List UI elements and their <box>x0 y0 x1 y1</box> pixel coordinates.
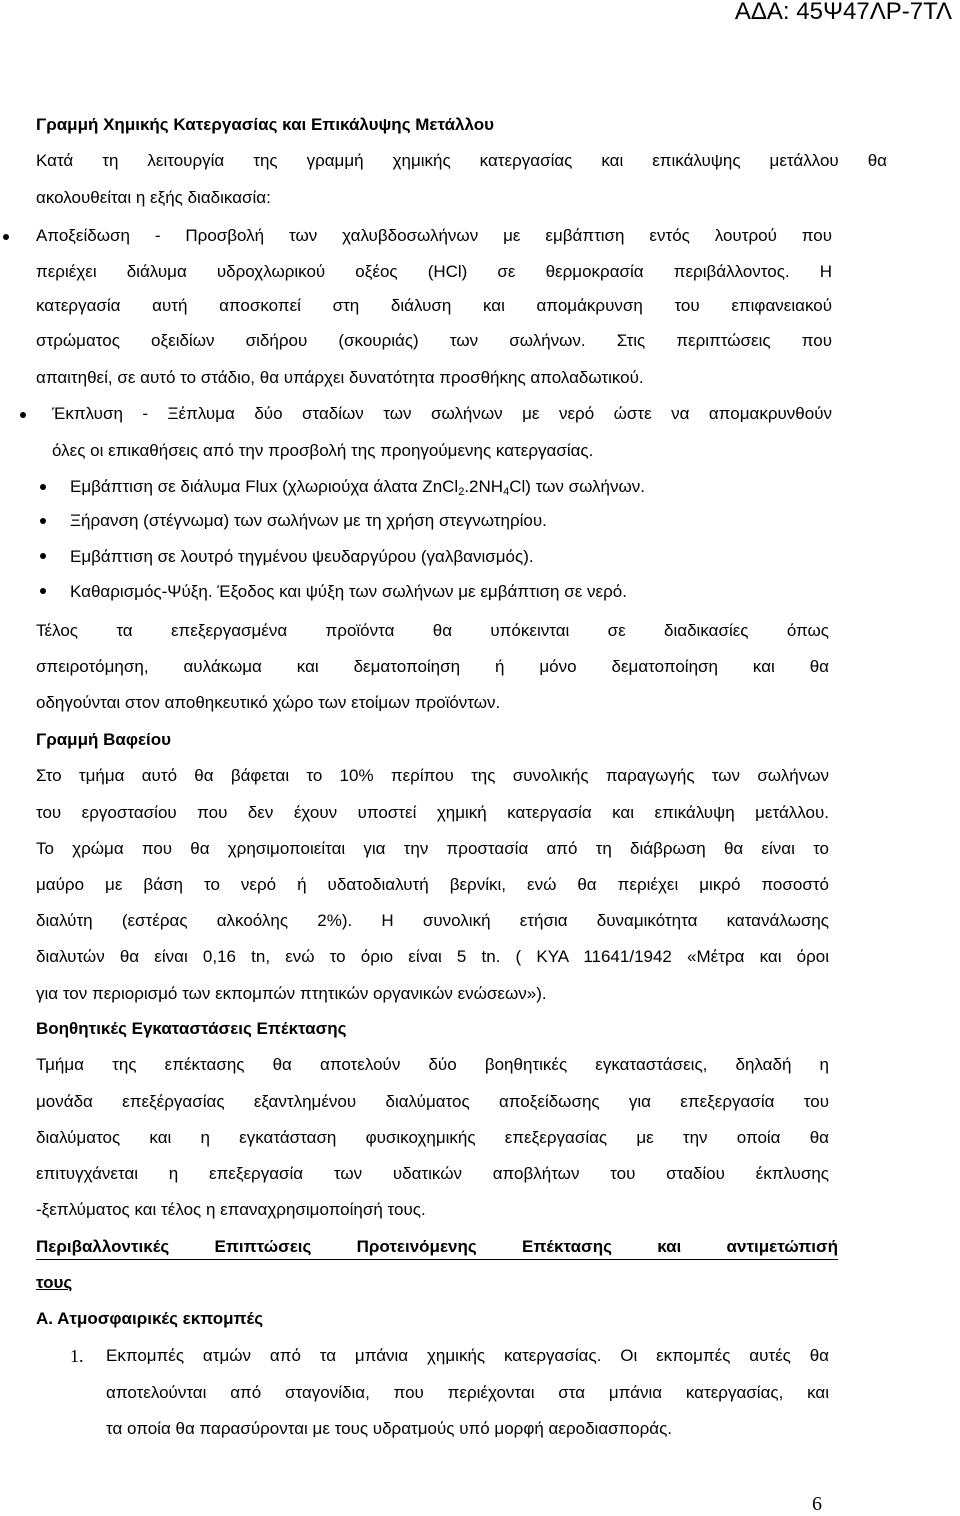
bullet5-line: Εμβάπτιση σε λουτρό τηγμένου ψευδαργύρου (γαλβανισμός). <box>70 547 534 566</box>
bullet-marker <box>40 588 46 594</box>
intro-line-2: ακολουθείται η εξής διαδικασία: <box>36 188 271 207</box>
auxiliary-line: -ξεπλύματος και τέλος η επαναχρησιμοποίησή τους. <box>36 1200 426 1219</box>
bullet1-line: Αποξείδωση - Προσβολή των χαλυβδοσωλήνων με εμβάπτιση εντός λουτρού που <box>36 226 832 245</box>
paint-line: του εργοστασίου που δεν έχουν υποστεί χημική κατεργασία και επικάλυψη μετάλλου. <box>36 803 829 822</box>
subtitle-atmospheric: Α. Ατμοσφαιρικές εκπομπές <box>36 1309 264 1328</box>
bullet1-line: απαιτηθεί, σε αυτό το στάδιο, θα υπάρχει δυνατότητα προσθήκης απολαδωτικού. <box>36 368 644 387</box>
section-title-paint-line: Γραμμή Βαφείου <box>36 730 172 749</box>
bullet4-line: Ξήρανση (στέγνωμα) των σωλήνων με τη χρήση στεγνωτηρίου. <box>70 511 547 530</box>
paint-line: Το χρώμα που θα χρησιμοποιείται για την προστασία από τη διάβρωση θα είναι το <box>36 839 829 858</box>
paint-line: μαύρο με βάση το νερό ή υδατοδιαλυτή βερνίκι, ενώ θα περιέχει μικρό ποσοστό <box>36 875 829 894</box>
paint-line: για τον περιορισμό των εκπομπών πτητικών οργανικών ενώσεων»). <box>36 984 547 1003</box>
closing-line: σπειροτόμηση, αυλάκωμα και δεματοποίηση ή μόνο δεματοποίηση και θα <box>36 657 829 676</box>
bullet1-line: στρώματος οξειδίων σιδήρου (σκουριάς) των σωλήνων. Στις περιπτώσεις που <box>36 331 832 350</box>
closing-line: οδηγούνται στον αποθηκευτικό χώρο των ετοίμων προϊόντων. <box>36 693 501 712</box>
bullet-marker <box>40 553 46 559</box>
bullet-marker <box>3 234 9 240</box>
paint-line: Στο τμήμα αυτό θα βάφεται το 10% περίπου της συνολικής παραγωγής των σωλήνων <box>36 766 829 785</box>
auxiliary-line: μονάδα επεξέργασίας εξαντλημένου διαλύματος αποξείδωσης για επεξεργασία του <box>36 1092 829 1111</box>
paint-line: διαλυτών θα είναι 0,16 tn, ενώ το όριο είναι 5 tn. ( ΚΥΑ 11641/1942 «Μέτρα και όροι <box>36 947 829 966</box>
bullet1-line: κατεργασία αυτή αποσκοπεί στη διάλυση και απομάκρυνση του επιφανειακού <box>36 296 832 315</box>
paint-line: διαλύτη (εστέρας αλκοόλης 2%). Η συνολική ετήσια δυναμικότητα κατανάλωσης <box>36 911 829 930</box>
intro-line-1: Κατά τη λειτουργία της γραμμή χημικής κατεργασίας και επικάλυψης μετάλλου θα <box>36 151 887 170</box>
section-title-environmental: Περιβαλλοντικές Επιπτώσεις Προτεινόμενης Επέκτασης και αντιμετώπισή <box>36 1237 838 1256</box>
section-title-chemical-line: Γραμμή Χημικής Κατεργασίας και Επικάλυψης Μετάλλου <box>36 115 495 134</box>
section-title-auxiliary: Βοηθητικές Εγκαταστάσεις Επέκτασης <box>36 1019 347 1038</box>
auxiliary-line: διαλύματος και η εγκατάσταση φυσικοχημικής επεξεργασίας με την οποία θα <box>36 1128 829 1147</box>
bullet-marker <box>20 412 26 418</box>
bullet3-line: Εμβάπτιση σε διάλυμα Flux (χλωριούχα άλατα $ZnCl_2.2NH_4Cl$) των σωλήνων. <box>70 477 645 498</box>
bullet2-line: όλες οι επικαθήσεις από την προσβολή της προηγούμενης κατεργασίας. <box>52 441 594 460</box>
bullet6-line: Καθαρισμός-Ψύξη. Έξοδος και ψύξη των σωλήνων με εμβάπτιση σε νερό. <box>70 582 627 601</box>
page-number: 6 <box>812 1493 822 1515</box>
bullet1-line: περιέχει διάλυμα υδροχλωρικού οξέος (HCl) σε θερμοκρασία περιβάλλοντος. Η <box>36 262 832 281</box>
emissions-line: αποτελούνται από σταγονίδια, που περιέχονται στα μπάνια κατεργασίας, και <box>106 1383 829 1402</box>
auxiliary-line: Τμήμα της επέκτασης θα αποτελούν δύο βοηθητικές εγκαταστάσεις, δηλαδή η <box>36 1055 829 1074</box>
ada-code: ΑΔΑ: 45Ψ47ΛΡ-7ΤΛ <box>734 0 952 25</box>
bullet-marker <box>40 484 46 490</box>
bullet-marker <box>40 518 46 524</box>
title-underline <box>36 1259 838 1260</box>
closing-line: Τέλος τα επεξεργασμένα προϊόντα θα υπόκεινται σε διαδικασίες όπως <box>36 621 829 640</box>
section-title-environmental-cont: τους <box>36 1273 73 1292</box>
list-item-number: 1. <box>70 1346 84 1366</box>
emissions-line: Εκπομπές ατμών από τα μπάνια χημικής κατεργασίας. Οι εκπομπές αυτές θα <box>106 1346 829 1365</box>
emissions-line: τα οποία θα παρασύρονται με τους υδρατμούς υπό μορφή αεροδιασποράς. <box>106 1419 672 1438</box>
auxiliary-line: επιτυγχάνεται η επεξεργασία των υδατικών αποβλήτων του σταδίου έκπλυσης <box>36 1164 829 1183</box>
bullet2-line: Έκπλυση - Ξέπλυμα δύο σταδίων των σωλήνων με νερό ώστε να απομακρυνθούν <box>52 404 832 423</box>
